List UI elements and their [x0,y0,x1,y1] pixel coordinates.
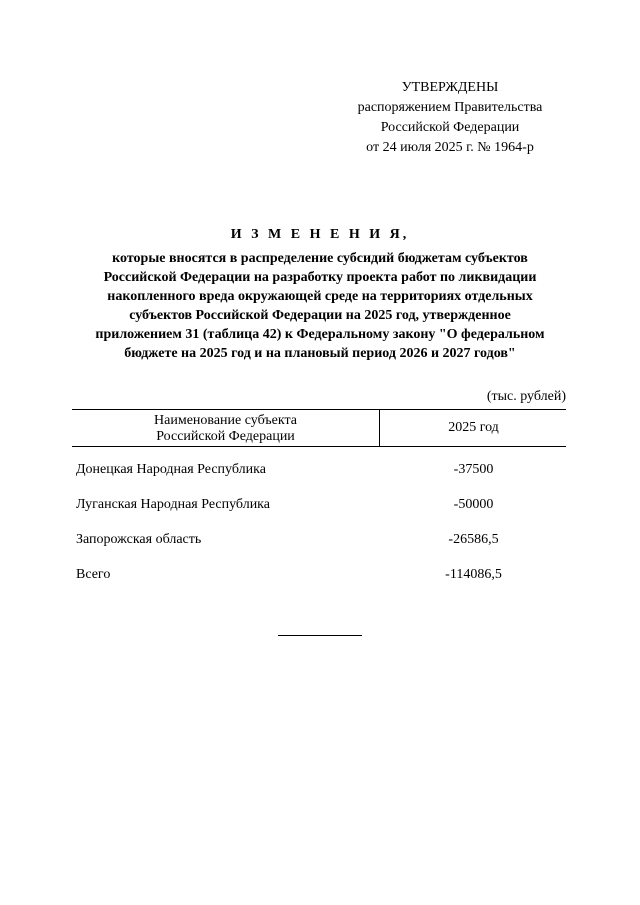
table-body [72,462,566,602]
subtitle-line: накопленного вреда окружающей среде на территориях отдельных [107,289,533,304]
row-value: -26586,5 [448,532,499,547]
table-header [72,409,566,447]
approval-heading: УТВЕРЖДЕНЫ [401,80,499,95]
table-row-total [72,567,566,602]
column-header-name [72,410,380,446]
row-name: Всего [76,567,111,582]
document-subtitle [60,249,580,363]
end-divider [278,635,362,636]
subtitle-line: которые вносятся в распределение субсидий бюджетам субъектов [112,251,528,266]
table-row [72,497,566,532]
subtitle-line: приложением 31 (таблица 42) к Федеральному закону "О федеральном [95,327,545,342]
table-row [72,532,566,567]
subtitle-line: бюджете на 2025 год и на плановый период 2026 и 2027 годов" [124,346,516,361]
subtitle-line: субъектов Российской Федерации на 2025 год, утвержденное [129,308,511,323]
approval-block [340,78,560,158]
row-value: -114086,5 [445,567,502,582]
column-header-name-line: Наименование субъекта [154,413,297,428]
column-header-name-line: Российской Федерации [156,429,295,444]
row-value: -50000 [453,497,494,512]
table-row [72,462,566,497]
row-name: Луганская Народная Республика [76,497,270,512]
subtitle-line: Российской Федерации на разработку проекта работ по ликвидации [103,270,537,285]
approval-line: распоряжением Правительства [357,100,543,115]
column-header-year: 2025 год [448,420,499,435]
row-value: -37500 [453,462,494,477]
row-name: Запорожская область [76,532,202,547]
document-title: И З М Е Н Е Н И Я, [230,227,410,242]
row-name: Донецкая Народная Республика [76,462,266,477]
units-label: (тыс. рублей) [486,389,566,404]
approval-date-line: от 24 июля 2025 г. № 1964-р [366,140,534,155]
approval-line: Российской Федерации [380,120,520,135]
